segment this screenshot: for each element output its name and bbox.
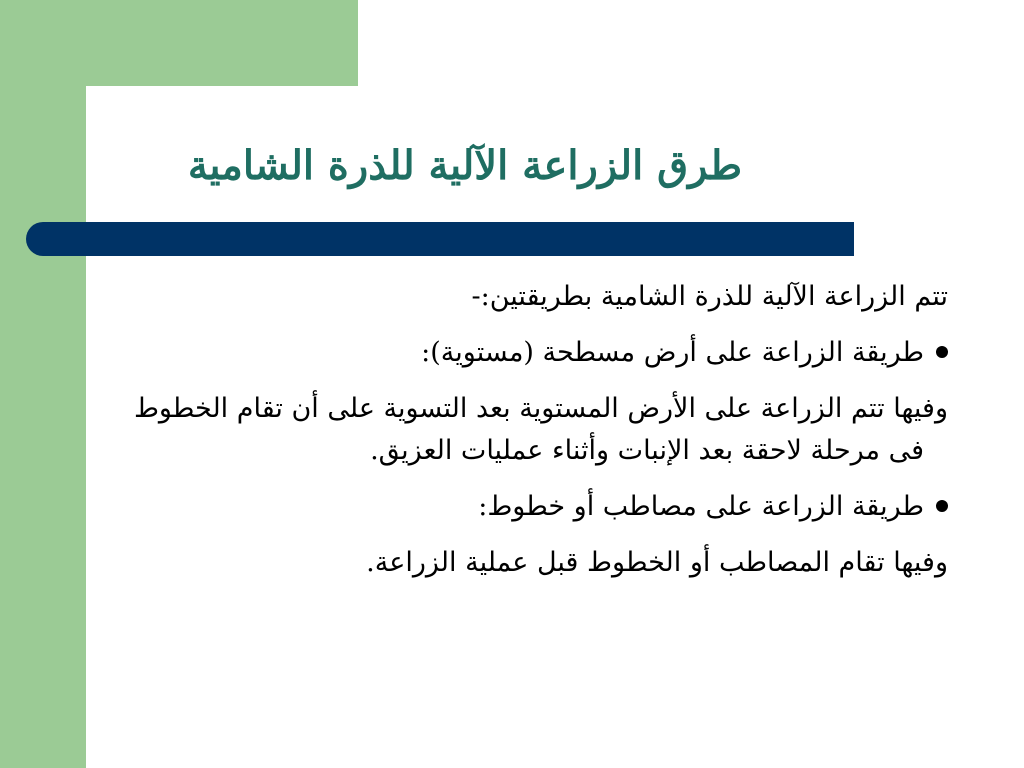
flat-method-heading: طريقة الزراعة على أرض مسطحة (مستوية): [421, 337, 924, 368]
bullet-dot-icon [936, 500, 948, 512]
slide-title: طرق الزراعة الآلية للذرة الشامية [187, 142, 743, 189]
intro-text: تتم الزراعة الآلية للذرة الشامية بطريقتين:- [471, 281, 948, 312]
title-divider-bar [26, 222, 854, 256]
slide-body [120, 276, 948, 598]
ridges-method-heading: طريقة الزراعة على مصاطب أو خطوط: [478, 491, 924, 522]
green-left-strip [0, 0, 86, 768]
ridges-method-description: وفيها تقام المصاطب أو الخطوط قبل عملية الزراعة. [366, 547, 948, 578]
bullet-flat-method [120, 332, 948, 374]
bullet-ridges-method [120, 486, 948, 528]
bullet-dot-icon [936, 346, 948, 358]
flat-method-description: وفيها تتم الزراعة على الأرض المستوية بعد التسوية على أن تقام الخطوط فى مرحلة لاحقة بعد الإنبات وأثناء عمليات العزيق. [133, 393, 948, 466]
